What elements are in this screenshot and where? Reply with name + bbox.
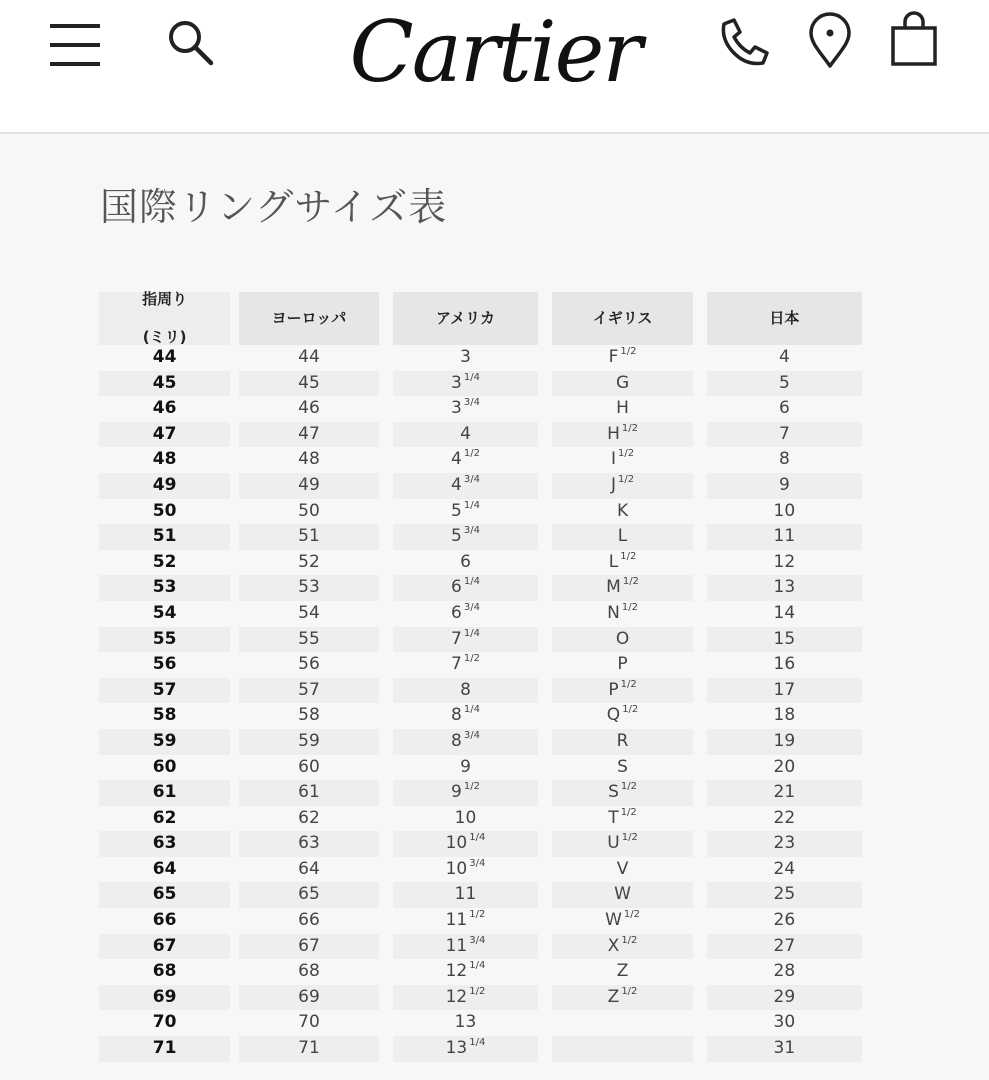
cell-uk: R xyxy=(545,729,699,755)
cell-japan: 21 xyxy=(700,780,869,806)
table-row xyxy=(99,703,869,729)
cell-japan: 19 xyxy=(700,729,869,755)
fraction-superscript: 3/4 xyxy=(463,601,480,613)
cell-europe: 63 xyxy=(232,831,385,857)
fraction-superscript: 1/4 xyxy=(463,627,480,639)
fraction-superscript: 3/4 xyxy=(463,525,480,537)
cell-circumference-mm: 69 xyxy=(99,985,232,1011)
cell-uk: P xyxy=(617,654,628,675)
cell-uk: L $^{1/2}$ xyxy=(608,550,637,572)
cell-circumference-mm: 48 xyxy=(152,449,177,470)
cell-circumference-mm: 59 xyxy=(99,729,232,755)
fraction-superscript: 1/2 xyxy=(620,550,637,562)
cell-uk: Q $^{1/2}$ xyxy=(606,704,639,726)
cell-america: 3 xyxy=(460,347,471,367)
cell-japan: 20 xyxy=(773,756,796,777)
cell-uk: H xyxy=(616,398,629,419)
fraction-superscript: 1/2 xyxy=(469,985,486,997)
table-row xyxy=(99,1036,869,1062)
cell-europe: 64 xyxy=(298,858,320,879)
cell-america: 7 $^{1/4}$ xyxy=(386,627,546,653)
cell-europe: 62 xyxy=(298,807,320,828)
table-row xyxy=(99,550,869,576)
cell-japan: 30 xyxy=(773,1012,796,1033)
cell-japan: 6 xyxy=(778,398,790,419)
cell-america: 13 $^{1/4}$ xyxy=(386,1036,546,1062)
fraction-superscript: 1/2 xyxy=(618,448,635,460)
cell-circumference-mm: 68 xyxy=(152,961,177,982)
table-row xyxy=(99,857,869,883)
menu-icon[interactable] xyxy=(48,22,102,68)
cell-uk: F $^{1/2}$ xyxy=(608,346,637,367)
cell-uk xyxy=(545,1010,699,1036)
table-row xyxy=(99,601,869,627)
cell-japan: 17 xyxy=(700,678,869,704)
header-uk: イギリス xyxy=(545,292,699,345)
fraction-superscript: 1/2 xyxy=(622,704,639,716)
cell-europe: 50 xyxy=(298,500,320,521)
cell-europe: 58 xyxy=(298,705,320,726)
cell-america: 11 $^{3/4}$ xyxy=(386,934,546,960)
fraction-superscript: 1/4 xyxy=(463,499,480,511)
cell-circumference-mm: 65 xyxy=(99,882,232,908)
table-row xyxy=(99,678,869,704)
cell-uk: K xyxy=(616,500,629,521)
cell-japan: 4 xyxy=(778,347,790,367)
cell-uk: U $^{1/2}$ xyxy=(545,831,699,857)
fraction-superscript: 1/2 xyxy=(463,653,480,665)
cell-europe: 48 xyxy=(298,449,320,470)
cell-europe: 60 xyxy=(298,756,320,777)
table-row xyxy=(99,729,869,755)
cell-america: 12 $^{1/4}$ xyxy=(445,960,486,982)
cell-circumference-mm: 61 xyxy=(99,780,232,806)
cell-circumference-mm: 53 xyxy=(99,575,232,601)
table-row xyxy=(99,447,869,473)
cell-uk: Z xyxy=(616,961,629,982)
brand-logo[interactable]: Cartier xyxy=(349,3,641,101)
cell-america: 6 $^{3/4}$ xyxy=(451,601,480,623)
cell-america: 4 xyxy=(386,422,546,448)
cell-america: 8 $^{1/4}$ xyxy=(451,704,480,726)
fraction-superscript: 1/4 xyxy=(463,371,480,383)
cell-japan: 7 xyxy=(700,422,869,448)
header-america: アメリカ xyxy=(386,292,546,345)
cell-europe: 47 xyxy=(232,422,385,448)
cell-japan: 31 xyxy=(700,1036,869,1062)
table-body xyxy=(99,345,869,1062)
cell-japan: 9 xyxy=(700,473,869,499)
cell-circumference-mm: 55 xyxy=(99,627,232,653)
fraction-superscript: 3/4 xyxy=(469,934,486,946)
fraction-superscript: 1/2 xyxy=(620,678,637,690)
fraction-superscript: 1/2 xyxy=(621,832,638,844)
cell-europe: 55 xyxy=(232,627,385,653)
cell-uk: W $^{1/2}$ xyxy=(605,909,640,931)
fraction-superscript: 1/2 xyxy=(622,576,639,588)
fraction-superscript: 3/4 xyxy=(463,473,480,485)
cell-europe: 52 xyxy=(298,551,320,572)
cell-circumference-mm: 56 xyxy=(152,654,177,675)
table-row xyxy=(99,806,869,832)
cell-europe: 44 xyxy=(298,347,320,367)
header-japan: 日本 xyxy=(700,292,869,345)
fraction-superscript: 1/2 xyxy=(621,601,638,613)
cell-japan: 23 xyxy=(700,831,869,857)
table-row xyxy=(99,499,869,525)
table-row xyxy=(99,473,869,499)
fraction-superscript: 1/2 xyxy=(621,985,638,997)
table-row xyxy=(99,575,869,601)
cell-uk: H $^{1/2}$ xyxy=(545,422,699,448)
top-navigation-bar xyxy=(0,0,989,134)
page-title: 国際リングサイズ表 xyxy=(100,185,448,229)
cell-uk: W xyxy=(545,882,699,908)
fraction-superscript: 1/2 xyxy=(620,806,637,818)
cell-circumference-mm: 52 xyxy=(152,551,177,572)
cell-america: 10 $^{3/4}$ xyxy=(445,857,486,879)
fraction-superscript: 1/4 xyxy=(463,576,480,588)
cell-japan: 27 xyxy=(700,934,869,960)
table-row xyxy=(99,831,869,857)
cell-uk: V xyxy=(616,858,629,879)
cell-europe: 51 xyxy=(232,524,385,550)
shopping-bag-icon[interactable] xyxy=(889,10,939,68)
cell-america: 6 $^{1/4}$ xyxy=(386,575,546,601)
fraction-superscript: 1/2 xyxy=(621,422,638,434)
cell-america: 11 xyxy=(386,882,546,908)
fraction-superscript: 1/4 xyxy=(469,1037,486,1049)
cell-circumference-mm: 63 xyxy=(99,831,232,857)
table-row xyxy=(99,934,869,960)
cell-circumference-mm: 46 xyxy=(152,398,177,419)
cell-uk: S xyxy=(617,756,628,777)
cell-uk: T $^{1/2}$ xyxy=(608,806,637,828)
cell-circumference-mm: 62 xyxy=(152,807,177,828)
cell-japan: 28 xyxy=(773,961,796,982)
cell-japan: 25 xyxy=(700,882,869,908)
fraction-superscript: 1/2 xyxy=(463,448,480,460)
cell-europe: 56 xyxy=(298,654,320,675)
fraction-superscript: 1/2 xyxy=(620,346,637,357)
ring-size-table xyxy=(99,292,869,1062)
cell-japan: 18 xyxy=(773,705,796,726)
table-row xyxy=(99,524,869,550)
cell-america: 4 $^{1/2}$ xyxy=(451,448,480,470)
cell-europe: 46 xyxy=(298,398,320,419)
cell-circumference-mm: 60 xyxy=(152,756,177,777)
cell-japan: 15 xyxy=(700,627,869,653)
cell-europe: 66 xyxy=(298,910,320,931)
cell-europe: 67 xyxy=(232,934,385,960)
table-row xyxy=(99,755,869,781)
cell-europe: 70 xyxy=(298,1012,320,1033)
cell-japan: 13 xyxy=(700,575,869,601)
cell-america: 9 $^{1/2}$ xyxy=(386,780,546,806)
search-icon[interactable] xyxy=(166,18,216,68)
cell-uk: N $^{1/2}$ xyxy=(607,601,638,623)
cell-uk: O xyxy=(545,627,699,653)
cell-circumference-mm: 47 xyxy=(99,422,232,448)
cell-america: 3 $^{3/4}$ xyxy=(451,397,480,419)
cell-europe: 57 xyxy=(232,678,385,704)
cell-japan: 14 xyxy=(773,602,796,623)
table-row xyxy=(99,371,869,397)
cell-uk: G xyxy=(545,371,699,397)
cell-japan: 26 xyxy=(773,910,796,931)
cell-circumference-mm: 66 xyxy=(152,910,177,931)
cell-japan: 22 xyxy=(773,807,796,828)
fraction-superscript: 3/4 xyxy=(469,857,486,869)
cell-circumference-mm: 64 xyxy=(152,858,177,879)
cell-america: 8 xyxy=(386,678,546,704)
phone-icon[interactable] xyxy=(716,16,772,68)
cell-america: 10 $^{1/4}$ xyxy=(386,831,546,857)
table-header-row xyxy=(99,292,869,345)
fraction-superscript: 3/4 xyxy=(463,397,480,409)
cell-america: 5 $^{3/4}$ xyxy=(386,524,546,550)
cell-europe: 59 xyxy=(232,729,385,755)
cell-japan: 24 xyxy=(773,858,796,879)
cell-circumference-mm: 58 xyxy=(152,705,177,726)
cell-circumference-mm: 71 xyxy=(99,1036,232,1062)
cell-uk: L xyxy=(545,524,699,550)
cell-america: 4 $^{3/4}$ xyxy=(386,473,546,499)
fraction-superscript: 1/2 xyxy=(623,909,640,921)
fraction-superscript: 1/4 xyxy=(469,960,486,972)
fraction-superscript: 1/2 xyxy=(469,909,486,921)
cell-america: 7 $^{1/2}$ xyxy=(451,653,480,675)
fraction-superscript: 1/4 xyxy=(463,704,480,716)
cell-japan: 10 xyxy=(773,500,796,521)
location-pin-icon[interactable] xyxy=(806,12,854,70)
table-row xyxy=(99,959,869,985)
cell-america: 13 xyxy=(454,1012,477,1033)
table-row xyxy=(99,396,869,422)
cell-circumference-mm: 49 xyxy=(99,473,232,499)
cell-circumference-mm: 67 xyxy=(99,934,232,960)
table-row xyxy=(99,882,869,908)
cell-japan: 5 xyxy=(700,371,869,397)
cell-uk: M $^{1/2}$ xyxy=(545,575,699,601)
cell-circumference-mm: 57 xyxy=(99,678,232,704)
fraction-superscript: 1/2 xyxy=(618,473,635,485)
fraction-superscript: 1/2 xyxy=(621,934,638,946)
cell-america: 5 $^{1/4}$ xyxy=(451,499,480,521)
cell-america: 8 $^{3/4}$ xyxy=(386,729,546,755)
cell-america: 6 xyxy=(460,551,471,572)
cell-circumference-mm: 45 xyxy=(99,371,232,397)
cell-japan: 8 xyxy=(778,449,790,470)
fraction-superscript: 1/2 xyxy=(620,781,637,793)
cell-circumference-mm: 44 xyxy=(152,347,177,367)
cell-japan: 29 xyxy=(700,985,869,1011)
cell-circumference-mm: 51 xyxy=(99,524,232,550)
header-europe: ヨーロッパ xyxy=(232,292,385,345)
cell-europe: 68 xyxy=(298,961,320,982)
table-row xyxy=(99,652,869,678)
cell-circumference-mm: 54 xyxy=(152,602,177,623)
cell-europe: 53 xyxy=(232,575,385,601)
fraction-superscript: 1/4 xyxy=(469,832,486,844)
cell-america: 9 xyxy=(460,756,471,777)
cell-uk: J $^{1/2}$ xyxy=(545,473,699,499)
cell-america: 3 $^{1/4}$ xyxy=(386,371,546,397)
cell-uk: P $^{1/2}$ xyxy=(545,678,699,704)
cell-uk xyxy=(545,1036,699,1062)
cell-europe: 69 xyxy=(232,985,385,1011)
table-row xyxy=(99,985,869,1011)
header-circumference-text-line: (ミリ) xyxy=(142,328,187,346)
cell-europe: 45 xyxy=(232,371,385,397)
table-row xyxy=(99,908,869,934)
cell-circumference-mm: 50 xyxy=(152,500,177,521)
table-row xyxy=(99,422,869,448)
header-circumference-mm xyxy=(99,292,232,345)
cell-circumference-mm: 70 xyxy=(152,1012,177,1033)
cell-japan: 11 xyxy=(700,524,869,550)
cell-america: 12 $^{1/2}$ xyxy=(386,985,546,1011)
cell-japan: 16 xyxy=(773,654,796,675)
cell-japan: 12 xyxy=(773,551,796,572)
fraction-superscript: 1/2 xyxy=(463,781,480,793)
cell-uk: Z $^{1/2}$ xyxy=(545,985,699,1011)
cell-europe: 54 xyxy=(298,602,320,623)
fraction-superscript: 3/4 xyxy=(463,729,480,741)
cell-america: 11 $^{1/2}$ xyxy=(445,909,486,931)
cell-europe: 65 xyxy=(232,882,385,908)
table-row xyxy=(99,627,869,653)
cell-uk: X $^{1/2}$ xyxy=(545,934,699,960)
cell-europe: 71 xyxy=(232,1036,385,1062)
table-row xyxy=(99,1010,869,1036)
cell-america: 10 xyxy=(454,807,477,828)
table-row xyxy=(99,345,869,371)
cell-europe: 61 xyxy=(232,780,385,806)
table-row xyxy=(99,780,869,806)
cell-uk: I $^{1/2}$ xyxy=(610,448,635,470)
cell-uk: S $^{1/2}$ xyxy=(545,780,699,806)
cell-europe: 49 xyxy=(232,473,385,499)
header-circumference-text-line: 指周り xyxy=(142,290,188,308)
